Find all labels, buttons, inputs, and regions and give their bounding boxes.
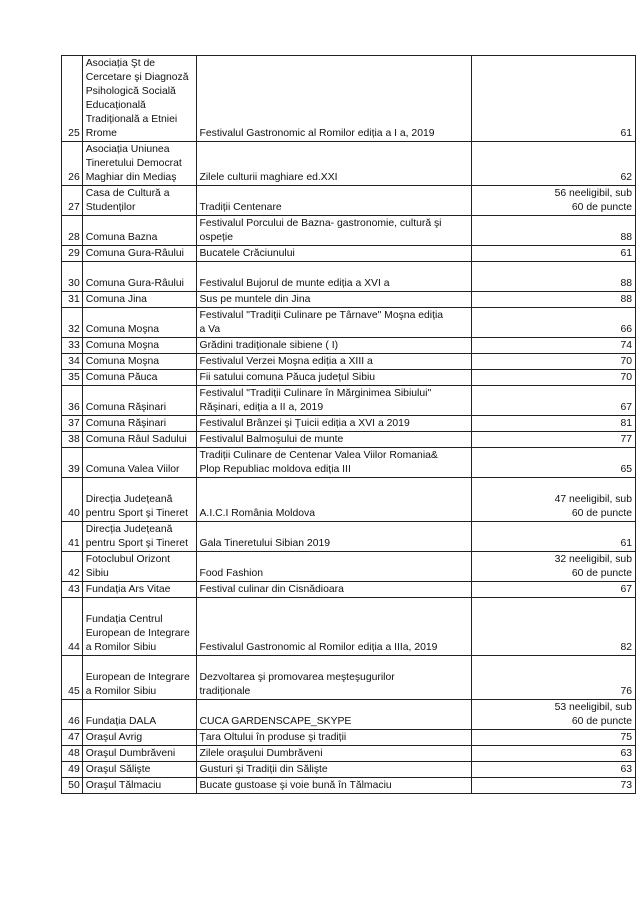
score-value-line: 61 (620, 248, 632, 259)
table-body (62, 56, 636, 794)
applicant-name-line: Direcția Județeană (85, 524, 173, 535)
project-title (196, 656, 472, 700)
score-value-line: 75 (620, 732, 632, 743)
project-title-line: Gala Tineretului Sibian 2019 (199, 538, 331, 549)
score-value (472, 746, 636, 762)
table-row (62, 762, 636, 778)
project-title-line: CUCA GARDENSCAPE_SKYPE (199, 716, 352, 727)
row-number: 50 (62, 778, 83, 794)
table-row (62, 416, 636, 432)
table-row (62, 370, 636, 386)
applicant-name-line: Oraşul Tălmaciu (85, 780, 162, 791)
applicant-name (82, 246, 196, 262)
row-number: 44 (62, 598, 83, 656)
applicant-name-line: Comuna Moşna (85, 356, 160, 367)
row-number: 35 (62, 370, 83, 386)
applicant-name (82, 262, 196, 292)
project-title (196, 386, 472, 416)
table-row (62, 478, 636, 522)
project-title-line: Festivalul "Tradiții Culinare pe Târnave" Moşna ediția (199, 310, 444, 321)
table-row (62, 432, 636, 448)
applicant-name (82, 186, 196, 216)
applicant-name-line: Comuna Gura-Râului (85, 248, 184, 259)
project-title-line: Festivalul "Tradiții Culinare în Mărginimea Sibiului" (199, 388, 432, 399)
project-title-line: Festivalul Verzei Moşna ediția a XIII a (199, 356, 373, 367)
project-title (196, 416, 472, 432)
applicant-name (82, 522, 196, 552)
applicant-name-line: Comuna Moşna (85, 340, 160, 351)
score-value (472, 370, 636, 386)
table-row (62, 292, 636, 308)
row-number: 42 (62, 552, 83, 582)
score-value-line: 65 (620, 464, 632, 475)
applicant-name-line: a Romilor Sibiu (85, 642, 157, 653)
score-value-line: 61 (620, 538, 632, 549)
project-title-line: Dezvoltarea şi promovarea meşteşugurilor (199, 672, 395, 683)
applicant-name-line: Tineretului Democrat (85, 158, 182, 169)
applicant-name-line: Asociația Şt de (85, 58, 156, 69)
table-row (62, 448, 636, 478)
applicant-name-line: Comuna Răşinari (85, 418, 167, 429)
applicant-name-line: Comuna Bazna (85, 232, 158, 243)
project-title-line: tradiționale (199, 686, 251, 697)
score-value (472, 522, 636, 552)
score-value-line: 60 de puncte (571, 716, 632, 727)
applicant-name-line: Asociația Uniunea (85, 144, 170, 155)
project-title (196, 582, 472, 598)
applicant-name (82, 746, 196, 762)
project-title-line: Țara Oltului în produse şi tradiții (199, 732, 347, 743)
project-title-line: Zilele oraşului Dumbrăveni (199, 748, 323, 759)
applicant-name-line: Sibiu (85, 568, 109, 579)
project-title (196, 730, 472, 746)
row-number: 32 (62, 308, 83, 338)
score-value (472, 432, 636, 448)
project-title-line: Zilele culturii maghiare ed.XXI (199, 172, 338, 183)
score-value (472, 778, 636, 794)
applicant-name-line: Comuna Râul Sadului (85, 434, 187, 445)
score-value-line: 63 (620, 748, 632, 759)
applicant-name (82, 598, 196, 656)
project-title (196, 778, 472, 794)
applicant-name-line: Comuna Jina (85, 294, 147, 305)
score-value-line: 82 (620, 642, 632, 653)
table-row (62, 582, 636, 598)
applicant-name-line: Casa de Cultură a (85, 188, 170, 199)
applicant-name-line: Rrome (85, 128, 117, 139)
row-number: 31 (62, 292, 83, 308)
score-value (472, 246, 636, 262)
project-title (196, 762, 472, 778)
score-value (472, 338, 636, 354)
project-title-line: Plop Republiac moldova ediția III (199, 464, 351, 475)
table-row (62, 216, 636, 246)
project-title-line: Festivalul Bujorul de munte ediția a XVI a (199, 278, 390, 289)
project-title (196, 338, 472, 354)
project-title-line: Fii satului comuna Păuca județul Sibiu (199, 372, 376, 383)
project-title-line: Food Fashion (199, 568, 264, 579)
score-value-line: 74 (620, 340, 632, 351)
row-number: 33 (62, 338, 83, 354)
score-value (472, 216, 636, 246)
applicant-name (82, 582, 196, 598)
applicant-name (82, 700, 196, 730)
score-value-line: 53 neeligibil, sub (554, 702, 632, 713)
score-value-line: 76 (620, 686, 632, 697)
project-title (196, 142, 472, 186)
table-row (62, 778, 636, 794)
table-row (62, 552, 636, 582)
applicant-name (82, 142, 196, 186)
applicant-name-line: Fundația Ars Vitae (85, 584, 171, 595)
project-title-line: Festivalul Porcului de Bazna- gastronomie, cultură şi (199, 218, 442, 229)
row-number: 38 (62, 432, 83, 448)
applicant-name (82, 308, 196, 338)
row-number: 30 (62, 262, 83, 292)
project-title (196, 56, 472, 142)
applicant-name-line: European de Integrare (85, 672, 190, 683)
score-value-line: 88 (620, 232, 632, 243)
score-value (472, 730, 636, 746)
score-value-line: 70 (620, 356, 632, 367)
applicant-name-line: Direcția Județeană (85, 494, 173, 505)
score-value (472, 478, 636, 522)
table-row (62, 56, 636, 142)
row-number: 36 (62, 386, 83, 416)
table-row (62, 338, 636, 354)
applicant-name-line: Comuna Păuca (85, 372, 158, 383)
applicant-name (82, 354, 196, 370)
applicant-name (82, 656, 196, 700)
applicant-name-line: Oraşul Sălişte (85, 764, 151, 775)
project-title (196, 216, 472, 246)
project-title (196, 354, 472, 370)
score-value-line: 67 (620, 402, 632, 413)
applicant-name-line: pentru Sport şi Tineret (85, 508, 188, 519)
project-title-line: ospeție (199, 232, 234, 243)
applicant-name-line: a Romilor Sibiu (85, 686, 157, 697)
score-value (472, 582, 636, 598)
table-row (62, 386, 636, 416)
applicant-name-line: Cercetare şi Diagnoză (85, 72, 189, 83)
project-title (196, 478, 472, 522)
applicant-name (82, 478, 196, 522)
applicant-name-line: Psihologică Socială (85, 86, 176, 97)
project-title-line: Tradiții Culinare de Centenar Valea Viilor Romania& (199, 450, 438, 461)
score-value (472, 448, 636, 478)
applicant-name-line: Comuna Răşinari (85, 402, 167, 413)
project-title (196, 308, 472, 338)
project-title-line: Gusturi şi Tradiții din Sălişte (199, 764, 328, 775)
score-value (472, 656, 636, 700)
score-value (472, 292, 636, 308)
applicant-name-line: pentru Sport şi Tineret (85, 538, 188, 549)
row-number: 46 (62, 700, 83, 730)
applicant-name-line: Comuna Valea Viilor (85, 464, 180, 475)
project-title (196, 262, 472, 292)
score-value (472, 308, 636, 338)
table-row (62, 186, 636, 216)
project-title-line: Festivalul Gastronomic al Romilor ediția a I a, 2019 (199, 128, 435, 139)
score-value-line: 60 de puncte (571, 202, 632, 213)
project-title (196, 700, 472, 730)
project-title (196, 246, 472, 262)
score-value (472, 598, 636, 656)
applicant-name-line: Oraşul Avrig (85, 732, 143, 743)
score-value (472, 262, 636, 292)
table-row (62, 246, 636, 262)
applicant-name-line: Maghiar din Mediaş (85, 172, 177, 183)
score-value-line: 62 (620, 172, 632, 183)
applicant-name (82, 762, 196, 778)
score-value (472, 700, 636, 730)
row-number: 40 (62, 478, 83, 522)
row-number: 39 (62, 448, 83, 478)
row-number: 47 (62, 730, 83, 746)
score-value-line: 88 (620, 294, 632, 305)
score-value (472, 552, 636, 582)
project-title (196, 552, 472, 582)
applicant-name-line: European de Integrare (85, 628, 190, 639)
applicant-name (82, 730, 196, 746)
score-value (472, 142, 636, 186)
applicant-name-line: Tradițională a Etniei (85, 114, 178, 125)
row-number: 43 (62, 582, 83, 598)
applicant-name-line: Fundația Centrul (85, 614, 163, 625)
row-number: 25 (62, 56, 83, 142)
applications-table (61, 55, 636, 794)
score-value (472, 386, 636, 416)
applicant-name (82, 432, 196, 448)
score-value (472, 762, 636, 778)
row-number: 37 (62, 416, 83, 432)
table-row (62, 522, 636, 552)
applicant-name-line: Studenților (85, 202, 136, 213)
applicant-name (82, 56, 196, 142)
applicant-name (82, 216, 196, 246)
project-title-line: Grădini tradiționale sibiene ( I) (199, 340, 339, 351)
score-value-line: 66 (620, 324, 632, 335)
score-value-line: 70 (620, 372, 632, 383)
project-title (196, 522, 472, 552)
project-title (196, 186, 472, 216)
row-number: 29 (62, 246, 83, 262)
applicant-name-line: Fundația DALA (85, 716, 157, 727)
score-value-line: 81 (620, 418, 632, 429)
applicant-name-line: Oraşul Dumbrăveni (85, 748, 176, 759)
score-value-line: 60 de puncte (571, 568, 632, 579)
table-row (62, 598, 636, 656)
table-row (62, 746, 636, 762)
table-row (62, 730, 636, 746)
project-title (196, 292, 472, 308)
applicant-name (82, 370, 196, 386)
score-value-line: 63 (620, 764, 632, 775)
score-value-line: 47 neeligibil, sub (554, 494, 632, 505)
applicant-name-line: Fotoclubul Orizont (85, 554, 171, 565)
row-number: 28 (62, 216, 83, 246)
table-row (62, 142, 636, 186)
score-value-line: 77 (620, 434, 632, 445)
project-title-line: Sus pe muntele din Jina (199, 294, 311, 305)
row-number: 45 (62, 656, 83, 700)
applicant-name (82, 552, 196, 582)
score-value-line: 73 (620, 780, 632, 791)
row-number: 48 (62, 746, 83, 762)
project-title-line: Festival culinar din Cisnădioara (199, 584, 344, 595)
project-title (196, 598, 472, 656)
applicant-name (82, 448, 196, 478)
applicant-name-line: Comuna Moşna (85, 324, 160, 335)
score-value-line: 67 (620, 584, 632, 595)
project-title (196, 432, 472, 448)
project-title (196, 370, 472, 386)
project-title-line: Răşinari, ediția a II a, 2019 (199, 402, 324, 413)
row-number: 41 (62, 522, 83, 552)
row-number: 34 (62, 354, 83, 370)
project-title-line: Festivalul Brânzei şi Țuicii ediția a XVI a 2019 (199, 418, 410, 429)
table-row (62, 308, 636, 338)
row-number: 27 (62, 186, 83, 216)
project-title-line: Festivalul Gastronomic al Romilor ediția a IIIa, 2019 (199, 642, 438, 653)
project-title-line: A.I.C.I România Moldova (199, 508, 315, 519)
project-title (196, 448, 472, 478)
applicant-name-line: Educațională (85, 100, 146, 111)
applicant-name (82, 416, 196, 432)
project-title-line: Tradiții Centenare (199, 202, 282, 213)
row-number: 49 (62, 762, 83, 778)
score-value-line: 61 (620, 128, 632, 139)
table-row (62, 700, 636, 730)
applicant-name-line: Comuna Gura-Râului (85, 278, 184, 289)
project-title-line: Festivalul Balmoşului de munte (199, 434, 344, 445)
project-title (196, 746, 472, 762)
applicant-name (82, 338, 196, 354)
table-row (62, 656, 636, 700)
score-value (472, 416, 636, 432)
table-row (62, 354, 636, 370)
project-title-line: Bucate gustoase şi voie bună în Tălmaciu (199, 780, 392, 791)
score-value-line: 32 neeligibil, sub (554, 554, 632, 565)
score-value-line: 56 neeligibil, sub (554, 188, 632, 199)
score-value (472, 186, 636, 216)
score-value (472, 56, 636, 142)
applicant-name (82, 778, 196, 794)
row-number: 26 (62, 142, 83, 186)
project-title-line: a Va (199, 324, 221, 335)
applicant-name (82, 386, 196, 416)
score-value-line: 88 (620, 278, 632, 289)
applicant-name (82, 292, 196, 308)
table-row (62, 262, 636, 292)
project-title-line: Bucatele Crăciunului (199, 248, 295, 259)
score-value (472, 354, 636, 370)
score-value-line: 60 de puncte (571, 508, 632, 519)
